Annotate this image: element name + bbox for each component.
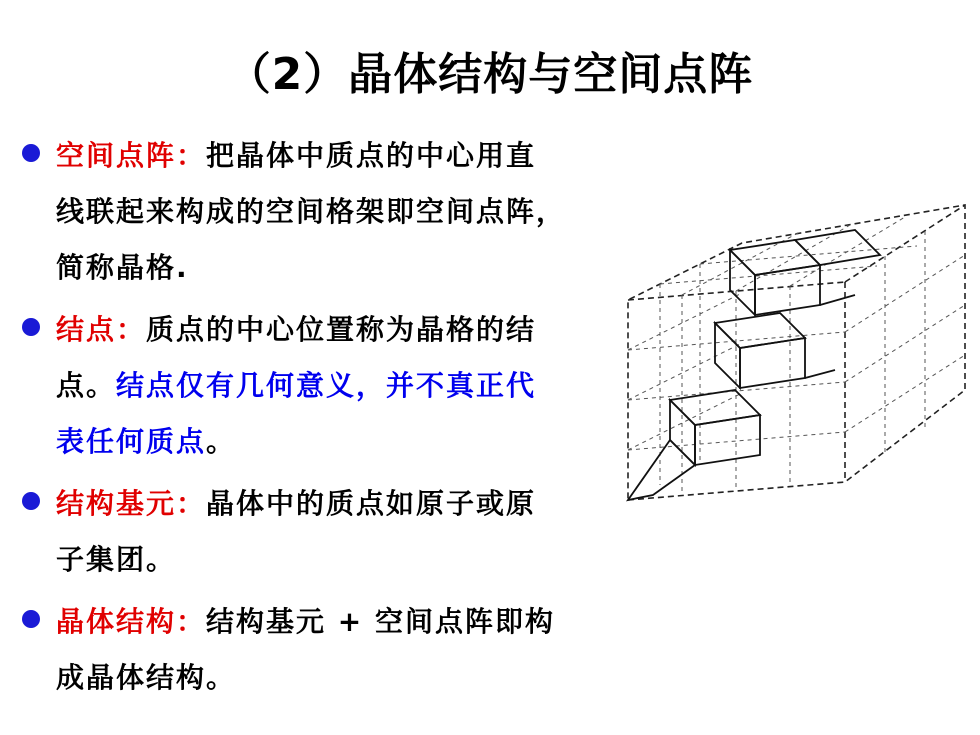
term-label: 晶体结构：	[56, 605, 207, 638]
definition-text: 把晶体中质点的中心用直	[206, 139, 537, 172]
bullet-line	[56, 414, 618, 470]
bullet-dot-icon	[22, 610, 40, 628]
emphasis-text: 表任何质点	[56, 425, 207, 458]
definition-text: 晶体中的质点如原子或原	[206, 487, 537, 520]
space-lattice-illustration-icon	[620, 195, 970, 510]
term-label: 结点：	[56, 313, 147, 346]
bullet-line	[56, 302, 618, 358]
definition-text: 。	[206, 425, 237, 458]
bullet-space-lattice	[18, 128, 618, 296]
bullet-line	[56, 358, 618, 414]
bullet-list	[18, 128, 618, 712]
bullet-line	[56, 128, 618, 184]
bullet-lattice-node	[18, 302, 618, 470]
definition-text: 结构基元 + 空间点阵即构	[206, 605, 555, 638]
definition-text: 点。	[56, 369, 117, 402]
definition-text: 质点的中心位置称为晶格的结	[146, 313, 537, 346]
bullet-line: 线联起来构成的空间格架即空间点阵，	[56, 195, 567, 228]
bullet-line: 子集团。	[56, 543, 177, 576]
bullet-line	[56, 476, 618, 532]
bullet-line: 成晶体结构。	[56, 661, 237, 694]
bullet-crystal-structure	[18, 594, 618, 706]
bullet-structure-unit	[18, 476, 618, 588]
slide-title: （2）晶体结构与空间点阵	[226, 49, 754, 100]
term-label: 结构基元：	[56, 487, 207, 520]
bullet-dot-icon	[22, 144, 40, 162]
bullet-dot-icon	[22, 492, 40, 510]
term-label: 空间点阵：	[56, 139, 207, 172]
bullet-line: 简称晶格.	[56, 251, 189, 284]
bullet-line	[56, 594, 618, 650]
bullet-dot-icon	[22, 318, 40, 336]
emphasis-text: 结点仅有几何意义，并不真正代	[116, 369, 537, 402]
